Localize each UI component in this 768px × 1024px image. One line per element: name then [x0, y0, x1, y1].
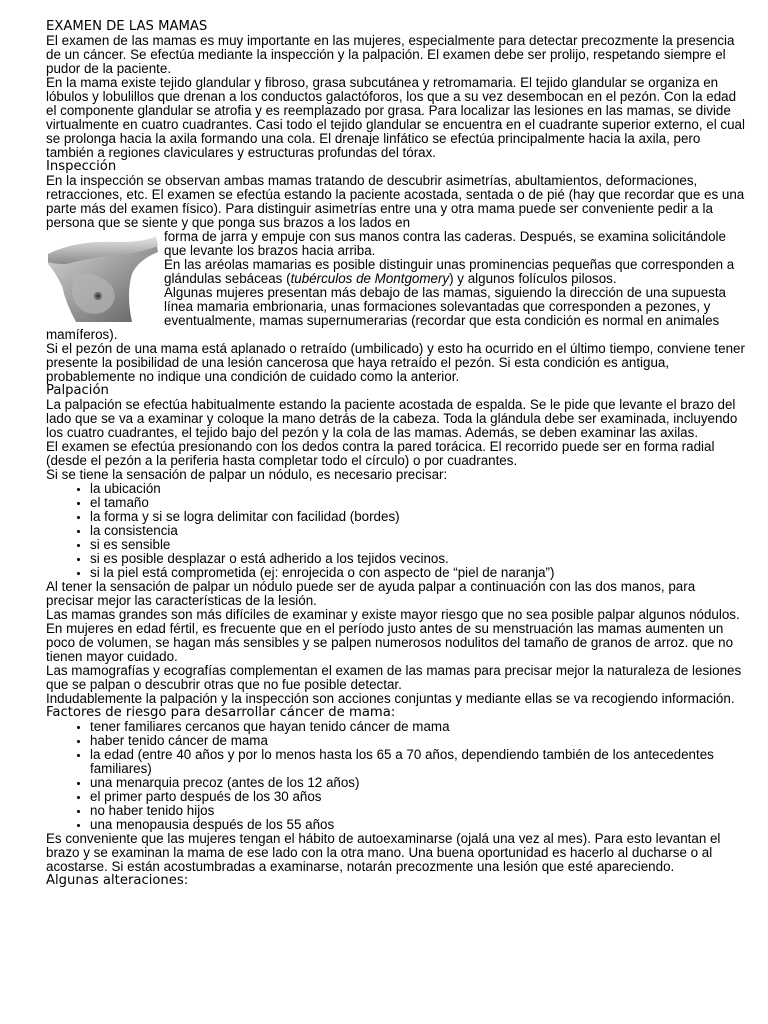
palpacion-paragraph-3: Si se tiene la sensación de palpar un nódulo, es necesario precisar:: [46, 467, 448, 482]
inspeccion-paragraph-3: Algunas mujeres presentan más debajo de las mamas, siguiendo la dirección de una supuesta línea mamaria embrionaria, unas formaciones solevantadas que corresponden a pezones, y eventualmente, mamas supernumerarias (recordar que esta condición es normal en animales mamíferos).: [46, 285, 727, 342]
list-item: • una menarquia precoz (antes de los 12 años): [90, 776, 746, 790]
palpacion-after-5: Indudablemente la palpación y la inspección son acciones conjuntas y mediante ellas se va recogiendo información.: [46, 691, 735, 706]
palpacion-after-3: En mujeres en edad fértil, es frecuente que en el período justo antes de su menstruación las mamas aumenten un poco de volumen, se hagan más sensibles y se palpen numerosos nodulitos del tamaño de granos de arroz. que no tienen mayor cuidado.: [46, 621, 734, 664]
intro-paragraph-1: El examen de las mamas es muy importante en las mujeres, especialmente para detectar precozmente la presencia de un cáncer. Se efectúa mediante la inspección y la palpación. El examen debe ser prolijo, respetando siempre el pudor de la paciente.: [46, 33, 735, 76]
riesgo-heading: Factores de riesgo para desarrollar cáncer de mama:: [46, 705, 396, 720]
breast-illustration-icon: [46, 234, 158, 322]
list-item: • si es sensible: [90, 538, 746, 552]
list-item: • si la piel está comprometida (ej: enrojecida o con aspecto de “piel de naranja”): [90, 566, 746, 580]
montgomery-text-a: En las aréolas mamarias es posible distinguir unas prominencias pequeñas que corresponden a glándulas sebáceas (: [164, 257, 735, 286]
list-item: • una menopausia después de los 55 años: [90, 818, 746, 832]
inspeccion-paragraph-1: En la inspección se observan ambas mamas tratando de descubrir asimetrías, abultamientos, deformaciones, retracciones, etc. El examen se efectúa estando la paciente acostada, sentada o de pié (hay que recordar que es una parte más del examen físico). Para distinguir asimetrías entre una y otra mama puede ser conveniente pedir a la persona que se siente y que ponga sus brazos a los lados en: [46, 173, 745, 230]
list-item: • la consistencia: [90, 524, 746, 538]
palpacion-after-2: Las mamas grandes son más difíciles de examinar y existe mayor riesgo que no sea posible palpar algunos nódulos.: [46, 607, 740, 622]
list-item: • no haber tenido hijos: [90, 804, 746, 818]
document-page: [46, 20, 746, 888]
list-item: • la edad (entre 40 años y por lo menos hasta los 65 a 70 años, dependiendo también de los antecedentes familiares): [90, 748, 746, 776]
montgomery-text-b: ) y algunos folículos pilosos.: [449, 271, 617, 286]
inspeccion-paragraph-4: Si el pezón de una mama está aplanado o retraído (umbilicado) y esto ha ocurrido en el último tiempo, conviene tener presente la posibilidad de una lesión cancerosa que haya retraído el pezón. Si esta condición es antigua, probablemente no indique una condición de cuidado como la anterior.: [46, 341, 745, 384]
list-item: • el tamaño: [90, 496, 746, 510]
figure-block: [46, 230, 746, 342]
list-item: • el primer parto después de los 30 años: [90, 790, 746, 804]
list-item: • la forma y si se logra delimitar con facilidad (bordes): [90, 510, 746, 524]
inspeccion-paragraph-1b: forma de jarra y empuje con sus manos contra las caderas. Después, se examina solicitándole que levante los brazos hacia arriba.: [164, 229, 726, 258]
riesgo-after: Es conveniente que las mujeres tengan el hábito de autoexaminarse (ojalá una vez al mes). Para esto levantan el brazo y se examinan la mama de ese lado con la otra mano. Una buena oportunidad es hacerlo al ducharse o al acostarse. Si están acostumbradas a examinarse, notarán precozmente una lesión que esté apareciendo.: [46, 831, 721, 874]
page-title: EXAMEN DE LAS MAMAS: [46, 19, 208, 34]
list-item: • la ubicación: [90, 482, 746, 496]
list-item: • haber tenido cáncer de mama: [90, 734, 746, 748]
montgomery-term: tubérculos de Montgomery: [290, 271, 450, 286]
intro-paragraph-2: En la mama existe tejido glandular y fibroso, grasa subcutánea y retromamaria. El tejido glandular se organiza en lóbulos y lobulillos que drenan a los conductos galactóforos, los que a su vez desembocan en el pezón. Con la edad el componente glandular se atrofia y es reemplazado por grasa. Para localizar las lesiones en las mamas, se divide virtualmente en cuatro cuadrantes. Casi todo el tejido glandular se encuentra en el cuadrante superior externo, el cual se prolonga hacia la axila formando una cola. El drenaje linfático se efectúa principalmente hacia la axila, pero también a regiones claviculares y estructuras profundas del tórax.: [46, 75, 745, 160]
nodule-criteria-list: [46, 482, 746, 580]
risk-factors-list: [46, 720, 746, 832]
alteraciones-heading: Algunas alteraciones:: [46, 873, 189, 888]
palpacion-paragraph-1: La palpación se efectúa habitualmente estando la paciente acostada de espalda. Se le pide que levante el brazo del lado que se va a examinar y coloque la mano detrás de la cabeza. Toda la glándula debe ser examinada, incluyendo los cuatro cuadrantes, el tejido bajo del pezón y la cola de las mamas. Además, se deben examinar las axilas.: [46, 397, 738, 440]
palpacion-paragraph-2: El examen se efectúa presionando con los dedos contra la pared torácica. El recorrido puede ser en forma radial (desde el pezón a la periferia hasta completar todo el círculo) o por cuadrantes.: [46, 439, 715, 468]
list-item: • si es posible desplazar o está adherido a los tejidos vecinos.: [90, 552, 746, 566]
palpacion-heading: Palpación: [46, 383, 109, 398]
palpacion-after-1: Al tener la sensación de palpar un nódulo puede ser de ayuda palpar a continuación con las dos manos, para precisar mejor las características de la lesión.: [46, 579, 696, 608]
palpacion-after-4: Las mamografías y ecografías complementan el examen de las mamas para precisar mejor la naturaleza de lesiones que se palpan o descubrir otras que no fue posible detectar.: [46, 663, 742, 692]
list-item: • tener familiares cercanos que hayan tenido cáncer de mama: [90, 720, 746, 734]
inspeccion-heading: Inspección: [46, 159, 117, 174]
